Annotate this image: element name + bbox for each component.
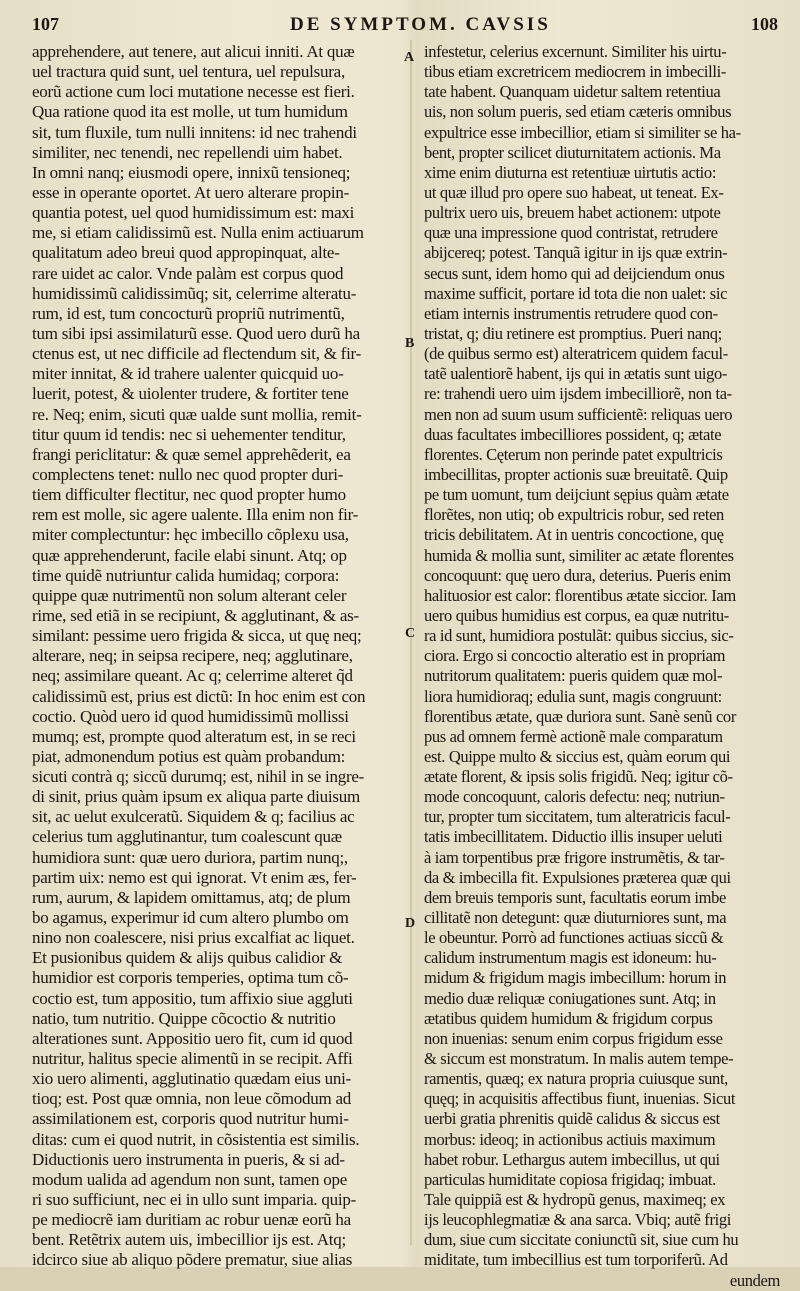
right-column-line: habet robur. Lethargus autem imbecillus, ut qui: [424, 1149, 720, 1169]
right-column-line: florentes. Cęterum non perinde patet expultricis: [424, 444, 723, 464]
right-column-line: tricis debilitatem. At in uentris concoctione, quę: [424, 525, 724, 545]
right-column-line: florentibus ætate, quæ duriora sunt. Sanè senũ cor: [424, 706, 736, 726]
left-column-line: similant: pessime uero frigida & sicca, ut quę neq;: [32, 626, 362, 646]
page-header: [0, 14, 800, 36]
right-column-line: tate habent. Quanquam uidetur saltem retentiua: [424, 82, 721, 102]
left-column-line: di sinit, prius quàm ipsum ex aliqua parte diuisum: [32, 787, 360, 807]
right-column-line: à iam torpentibus præ frigore instrumẽtis, & tar-: [424, 847, 725, 867]
left-column-line: nutritur, halitus specie alimentũ in se recipit. Affi: [32, 1049, 353, 1069]
section-marker-b: B: [405, 336, 415, 351]
left-column-line: ditas: cum ei quod nutrit, in cõsistentia est similis.: [32, 1129, 360, 1149]
catchword: eundem: [729, 1270, 780, 1290]
right-column-line: ra id sunt, humidiora postulãt: quibus siccius, sic-: [424, 626, 734, 646]
right-column-line: pus ad omnem fermè actionẽ male comparatum: [424, 726, 723, 746]
right-text-column: [424, 42, 780, 1291]
section-marker-d: D: [405, 916, 416, 931]
left-column-line: partim uix: nemo est qui ignorat. Vt enim æs, fer-: [32, 867, 357, 887]
left-column-line: coctio est, tum appositio, tum affixio siue aggluti: [32, 988, 353, 1008]
left-column-line: idcirco siue ab aliquo põdere prematur, siue alias: [32, 1250, 353, 1270]
right-column-line: imbecillitas, propter actionis suæ breuitatẽ. Quip: [424, 464, 728, 484]
left-column-line: esse in operante oportet. At uero alterare propin-: [32, 182, 349, 202]
right-column-line: maxime sufficit, portare id tota die non ualet: sic: [424, 283, 728, 303]
left-column-line: miter innitat, & id trahere ualenter quicquid uo-: [32, 364, 344, 384]
left-column-line: celerius tum agglutinantur, tum coalescunt quæ: [32, 827, 342, 847]
right-column-line: ut quæ illud pro opere suo habeat, ut teneat. Ex-: [424, 182, 724, 202]
right-column-line: ætate florent, & ipsis solis frigidũ. Neq; igitur cõ-: [424, 767, 733, 787]
left-text-column: [32, 42, 402, 1271]
right-column-line: morbus: ideoq; in actionibus actiuis maximum: [424, 1129, 716, 1149]
left-column-line: assimilationem est, corporis quod nutritur humi-: [32, 1109, 349, 1129]
right-column-line: da & imbecilla fit. Expulsiones præterea quæ qui: [424, 867, 731, 887]
left-column-line: tioq; est. Post quæ omnia, non leue cõmodum ad: [32, 1089, 352, 1109]
right-column-line: particulas humiditate copiosa frigidaq; imbuat.: [424, 1169, 716, 1189]
right-column-line: cillitatẽ non detegunt: quæ diuturniores sunt, ma: [424, 908, 727, 928]
running-title: DE SYMPTOM. CAVSIS: [290, 14, 551, 35]
right-column-line: calidum instrumentum magis est idoneum: hu-: [424, 948, 717, 968]
right-column-line: dem breuis temporis sunt, facultatis eorum imbe: [424, 887, 727, 907]
right-column-line: miditate, tum imbecillius est tum torporiferũ. Ad: [424, 1250, 728, 1270]
left-column-line: calidissimũ est, prius est dictũ: In hoc enim est con: [32, 686, 366, 706]
right-column-line: Tale quippiã est & hydropũ genus, maximeq; ex: [424, 1190, 726, 1210]
left-column-line: re. Neq; enim, sicuti quæ ualde sunt mollia, remit-: [32, 404, 362, 424]
left-column-line: luerit, potest, & uiolenter trudere, & fortiter tene: [32, 384, 349, 404]
left-column-line: Et pusionibus quidem & alijs quibus calidior &: [32, 948, 343, 968]
right-column-line: tristat, q; diu retinere est promptius. Pueri nanq;: [424, 323, 722, 343]
right-column-line: non inuenias: senum enim corpus frigidum esse: [424, 1028, 723, 1048]
right-column-line: tatẽ ualentiorẽ habent, ijs qui in ætatis sunt uigo-: [424, 364, 728, 384]
left-column-line: me, si etiam calidissimũ est. Nulla enim actiuarum: [32, 223, 364, 243]
right-column-line: quęq; in acquisitis affectibus fiunt, inuenias. Sicut: [424, 1089, 736, 1109]
right-column-line: dum, siue cum siccitate coniunctũ sit, siue cum hu: [424, 1230, 739, 1250]
left-column-line: sit, tum fluxile, tum nulli innitens: id nec trahendi: [32, 122, 357, 142]
left-column-line: complectens tenet: nullo nec quod propter duri-: [32, 464, 344, 484]
left-column-line: quippe quæ nutrimentũ non solum alterant celer: [32, 585, 347, 605]
left-column-line: apprehendere, aut tenere, aut alicui inniti. At quæ: [32, 42, 355, 61]
left-column-line: Diductionis uero instrumenta in pueris, & si ad-: [32, 1149, 345, 1169]
page-number-right: 108: [751, 14, 778, 34]
right-column-line: bent, propter scilicet diuturnitatem actionis. Ma: [424, 142, 721, 162]
right-column-line: ætatibus quidem humidum & frigidum corpus: [424, 1008, 713, 1028]
right-column-line: uerbi gratia phrenitis quidẽ calidus & siccus est: [424, 1109, 720, 1129]
right-column-line: ciora. Ergo si concoctio alteratio est in propriam: [424, 646, 726, 666]
left-column-line: ri suo sufficiunt, nec ei in ullo sunt imparia. quip-: [32, 1190, 357, 1210]
right-column-line: uis, non solum pueris, sed etiam cæteris omnibus: [424, 102, 732, 122]
left-column-line: rum, id est, tum concocturũ propriũ nutrimentũ,: [32, 303, 345, 323]
left-column-line: quæ apprehenderunt, facile elabi sinunt. Atq; op: [32, 545, 347, 565]
left-column-line: rime, sed etiã in se recipiunt, & agglutinant, & as-: [32, 605, 359, 625]
left-column-line: rum, aurum, & lapidem omittamus, atq; de plum: [32, 887, 351, 907]
left-column-line: mumq; est, prompte quod alteratum est, in se reci: [32, 726, 356, 746]
right-column-line: tur, propter tum siccitatem, tum alteratricis facul-: [424, 807, 731, 827]
left-column-line: frangi periclitatur: & quæ semel apprehẽderit, ea: [32, 444, 351, 464]
left-column-line: sicuti contrà q; siccũ durumq; est, nihil in se ingre-: [32, 767, 365, 787]
left-column-line: eorũ actione cum loci mutatione necesse est fieri.: [32, 82, 355, 102]
right-column-line: le obeuntur. Porrò ad functiones actiuas siccũ &: [424, 928, 724, 948]
right-column-line: est. Quippe multo & siccius est, quàm eorum qui: [424, 746, 731, 766]
left-column-line: tum sibi ipsi assimilaturũ esse. Quod uero durũ ha: [32, 323, 360, 343]
left-column-line: natio, tum nutritio. Quippe cõcoctio & nutritio: [32, 1008, 336, 1028]
section-marker-c: C: [405, 626, 416, 641]
left-column-line: Qua ratione quod ita est molle, ut tum humidum: [32, 102, 348, 122]
right-column-line: infestetur, celerius excernunt. Similiter his uirtu-: [424, 42, 727, 61]
left-column-line: humidiora sunt: quæ uero duriora, partim nunq;,: [32, 847, 348, 867]
left-column-line: miter complectuntur: hęc imbecillo cõplexu usa,: [32, 525, 349, 545]
left-column-line: rare uidet ac calor. Vnde palàm est corpus quod: [32, 263, 344, 283]
left-column-line: tiem difficulter flectitur, nec quod propter humo: [32, 485, 346, 505]
left-column-line: nino non coalescere, nisi prius excalfiat ac liquet.: [32, 928, 355, 948]
left-column-line: alterationes sunt. Appositio uero fit, cum id quod: [32, 1028, 353, 1048]
right-column-line: & siccum est monstratum. In malis autem tempe-: [424, 1049, 734, 1069]
left-column-line: quantia potest, uel quod humidissimum est: maxi: [32, 203, 355, 223]
right-column-line: humida & mollia sunt, similiter ac ætate florentes: [424, 545, 734, 565]
right-column-line: xime enim diuturna est retentiuæ uirtutis actio:: [424, 162, 717, 182]
left-column-line: titur quum id tendis: nec si uehementer tenditur,: [32, 424, 346, 444]
right-column-line: tibus etiam excretricem mediocrem in imbecilli-: [424, 62, 726, 82]
right-column-line: abijcereq; potest. Tanquã igitur in ijs quæ extrin-: [424, 243, 728, 263]
right-column-line: expultrice esse imbecillior, etiam si similiter se ha-: [424, 122, 741, 142]
right-column-line: re: trahendi uero uim ijsdem imbecilliorẽ, non ta-: [424, 384, 732, 404]
right-column-line: halituosior est calor: florentibus ætate siccior. Iam: [424, 585, 736, 605]
right-column-line: medio duæ reliquæ coniugationes sunt. Atq; in: [424, 988, 716, 1008]
left-column-line: piat, admonendum potius est quàm probandum:: [32, 746, 346, 766]
right-column-line: duas facultates imbecilliores possident, q; ætate: [424, 424, 722, 444]
left-column-line: neq; assimilare queant. Ac q; celerrime alteret q̃d: [32, 666, 353, 686]
left-column-line: xio uero alimenti, agglutinatio quædam eius uni-: [32, 1069, 351, 1089]
left-column-line: uel tractura quid sunt, uel tentura, uel repulsura,: [32, 62, 345, 82]
left-column-line: ctenus est, ut nec difficile ad flectendum sit, & fir-: [32, 344, 362, 364]
right-column-line: concoquunt: quę uero dura, deterius. Pueris enim: [424, 565, 731, 585]
right-column-line: pultrix uero uis, breuem habet actionem: utpote: [424, 203, 721, 223]
right-column-line: tatis imbecillitatem. Diductio illis insuper ueluti: [424, 827, 723, 847]
page-number-left: 107: [32, 14, 59, 34]
right-column-line: quæ una impressione quod contristat, retrudere: [424, 223, 718, 243]
left-column-line: rem est molle, sic agere ualente. Illa enim non fir-: [32, 505, 359, 525]
left-column-line: bent. Retẽtrix autem uis, imbecillior ijs est. Atq;: [32, 1230, 346, 1250]
right-column-line: nutritorum qualitatem: pueris quidem quæ mol-: [424, 666, 723, 686]
right-column-line: pe tum uomunt, tum deijciunt sępius quàm ætate: [424, 485, 729, 505]
right-column-line: etiam internis instrumentis retrudere quod con-: [424, 303, 718, 323]
left-column-line: bo agamus, experimur id cum altero plumbo om: [32, 908, 349, 928]
left-column-line: qualitatum adeo breui quod appropinquat, alte-: [32, 243, 340, 263]
left-column-line: time quidẽ nutriuntur calida humidaq; corpora:: [32, 565, 340, 585]
left-column-line: humidissimũ calidissimũq; sit, celerrime alteratu-: [32, 283, 357, 303]
right-column-line: (de quibus sermo est) alteratricem quidem facul-: [424, 344, 728, 364]
right-column-line: mode concoquunt, caloris defectu: neq; nutriun-: [424, 787, 725, 807]
left-column-line: modum ualida ad agendum non sunt, tamen ope: [32, 1169, 348, 1189]
right-column-line: ijs leucophlegmatiæ & ana sarca. Vbiq; autẽ frigi: [424, 1210, 731, 1230]
left-column-line: similiter, nec tenendi, nec repellendi uim habet.: [32, 142, 343, 162]
right-column-line: liora humidioraq; edulia sunt, magis congruunt:: [424, 686, 722, 706]
right-column-line: uero quibus humidius est corpus, ea quæ nutritu-: [424, 605, 729, 625]
right-column-line: men non ad suum usum sufficientẽ: reliquas uero: [424, 404, 733, 424]
section-marker-a: A: [404, 50, 415, 65]
right-column-line: ramentis, quæq; ex natura propria cuiusque sunt,: [424, 1069, 728, 1089]
right-column-line: midum & frigidum magis imbecillum: horum in: [424, 968, 727, 988]
right-column-line: florẽtes, non utiq; ob expultricis robur, sed reten: [424, 505, 724, 525]
column-divider: [410, 40, 412, 1245]
left-column-line: sit, ac uelut exulceratũ. Siquidem & q; facilius ac: [32, 807, 355, 827]
left-column-line: alterare, neq; in seipsa recipere, neq; agglutinare,: [32, 646, 353, 666]
right-column-line: secus sunt, idem homo qui ad deijciendum onus: [424, 263, 725, 283]
left-column-line: pe mediocrẽ iam duritiam ac robur uenæ eorũ ha: [32, 1210, 351, 1230]
left-column-line: In omni nanq; eiusmodi opere, innixũ tensioneq;: [32, 162, 351, 182]
left-column-line: humidior est corporis temperies, optima tum cõ-: [32, 968, 349, 988]
left-column-line: coctio. Quòd uero id quod humidissimũ mollissi: [32, 706, 349, 726]
